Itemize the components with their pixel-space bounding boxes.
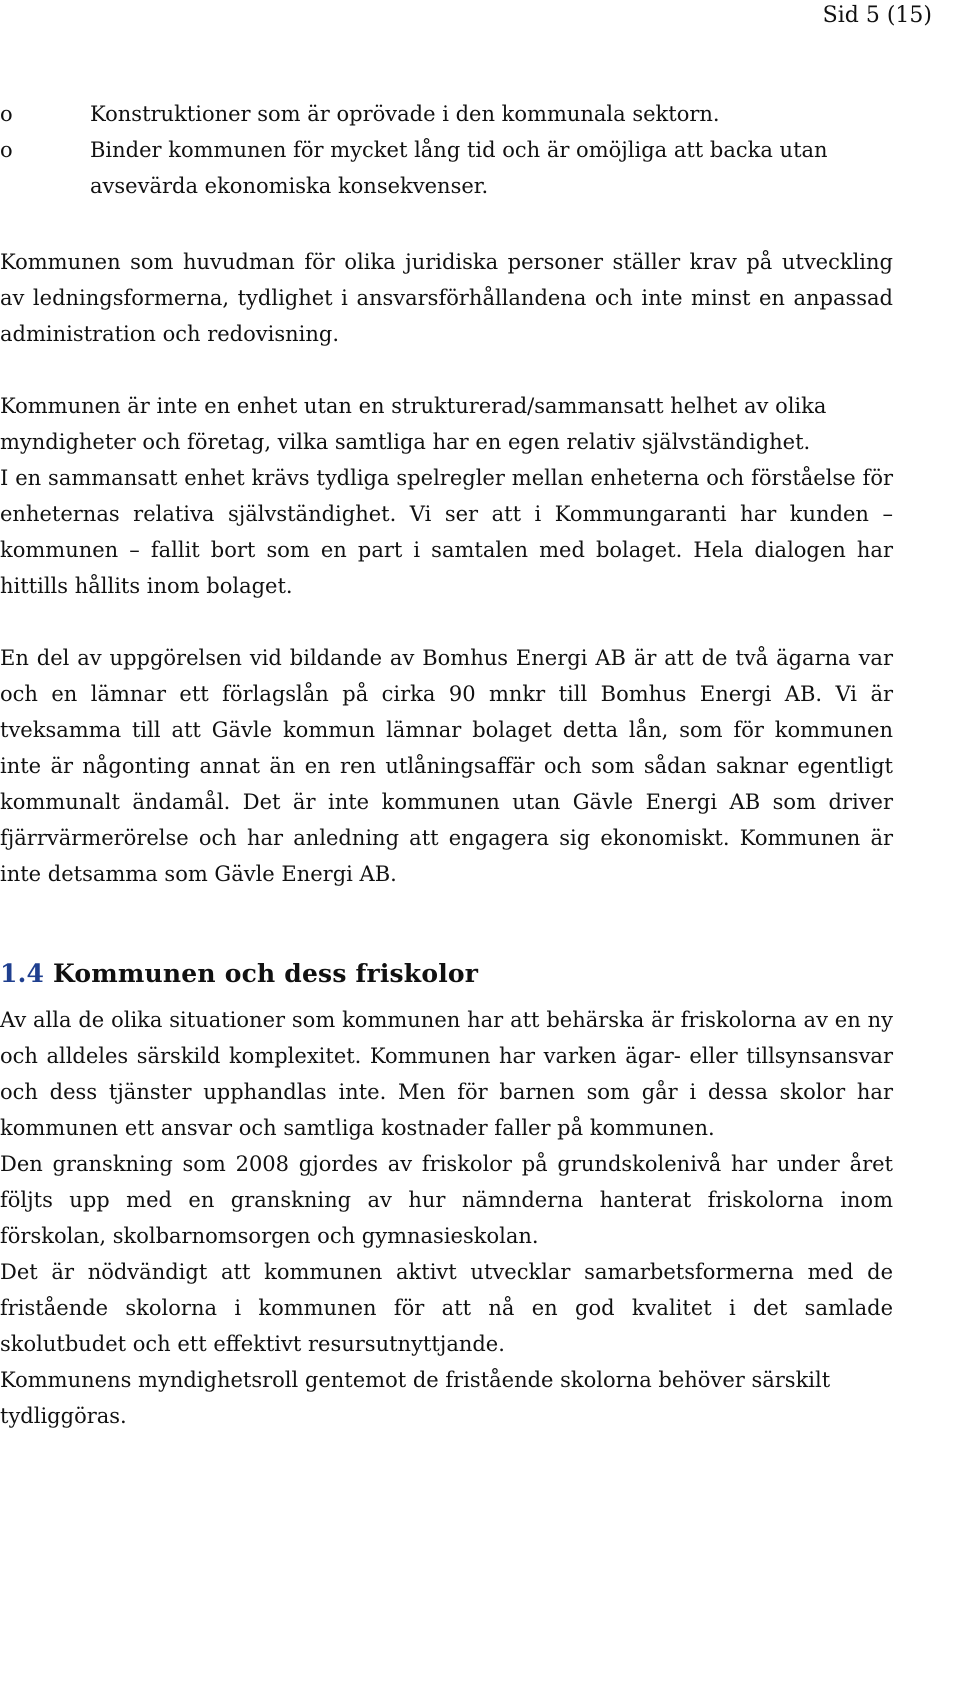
paragraph-governance: Kommunen som huvudman för olika juridiska personer ställer krav på utveckling av ledningsformerna, tydlighet i ansvarsförhållandena och inte minst en anpassad administration och redovisning. <box>0 250 893 346</box>
list-item <box>0 132 893 204</box>
document-body <box>0 96 893 1434</box>
bullet-list <box>0 96 893 204</box>
paragraph-bomhus-energi: En del av uppgörelsen vid bildande av Bomhus Energi AB är att de två ägarna var och en lämnar ett förlagslån på cirka 90 mnkr till Bomhus Energi AB. Vi är tveksamma till att Gävle kommun lämnar bolaget detta lån, som för kommunen inte är någonting annat än en ren utlåningsaffär och som sådan saknar egentligt kommunalt ändamål. Det är inte kommunen utan Gävle Energi AB som driver fjärrvärmerörelse och har anledning att engagera sig ekonomiskt. Kommunen är inte detsamma som Gävle Energi AB. <box>0 646 893 886</box>
section-number: 1.4 <box>0 959 45 988</box>
bullet-text: Konstruktioner som är oprövade i den kommunala sektorn. <box>90 102 720 126</box>
paragraph-rules: I en sammansatt enhet krävs tydliga spelregler mellan enheterna och förståelse för enheternas relativa självständighet. Vi ser att i Kommungaranti har kunden – kommunen – fallit bort som en part i samtalen med bolaget. Hela dialogen har hittills hållits inom bolaget. <box>0 466 893 598</box>
paragraph-friskolor-intro: Av alla de olika situationer som kommunen har att behärska är friskolorna av en ny och alldeles särskild komplexitet. Kommunen har varken ägar- eller tillsynsansvar och dess tjänster upphandlas inte. Men för barnen som går i dessa skolor har kommunen ett ansvar och samtliga kostnader faller på kommunen. <box>0 1008 893 1140</box>
list-item <box>0 96 893 132</box>
paragraph-samarbete: Det är nödvändigt att kommunen aktivt utvecklar samarbetsformerna med de fristående skolorna i kommunen för att nå en god kvalitet i det samlade skolutbudet och ett effektivt resursutnyttjande. <box>0 1260 893 1356</box>
page-number: Sid 5 (15) <box>822 3 932 28</box>
bullet-marker: o <box>0 102 13 126</box>
paragraph-granskning: Den granskning som 2008 gjordes av friskolor på grundskolenivå har under året följts upp med en granskning av hur nämnderna hanterat friskolorna inom förskolan, skolbarnomsorgen och gymnasieskolan. <box>0 1152 893 1248</box>
paragraph-structure: Kommunen är inte en enhet utan en strukturerad/sammansatt helhet av olika myndigheter och företag, vilka samtliga har en egen relativ självständighet. <box>0 394 827 454</box>
bullet-marker: o <box>0 138 13 162</box>
section-heading <box>0 954 893 994</box>
paragraph-myndighetsroll: Kommunens myndighetsroll gentemot de fristående skolorna behöver särskilt tydliggöras. <box>0 1368 831 1428</box>
section-title: Kommunen och dess friskolor <box>53 959 479 988</box>
bullet-text: Binder kommunen för mycket lång tid och är omöjliga att backa utan avsevärda ekonomiska konsekvenser. <box>90 138 828 198</box>
